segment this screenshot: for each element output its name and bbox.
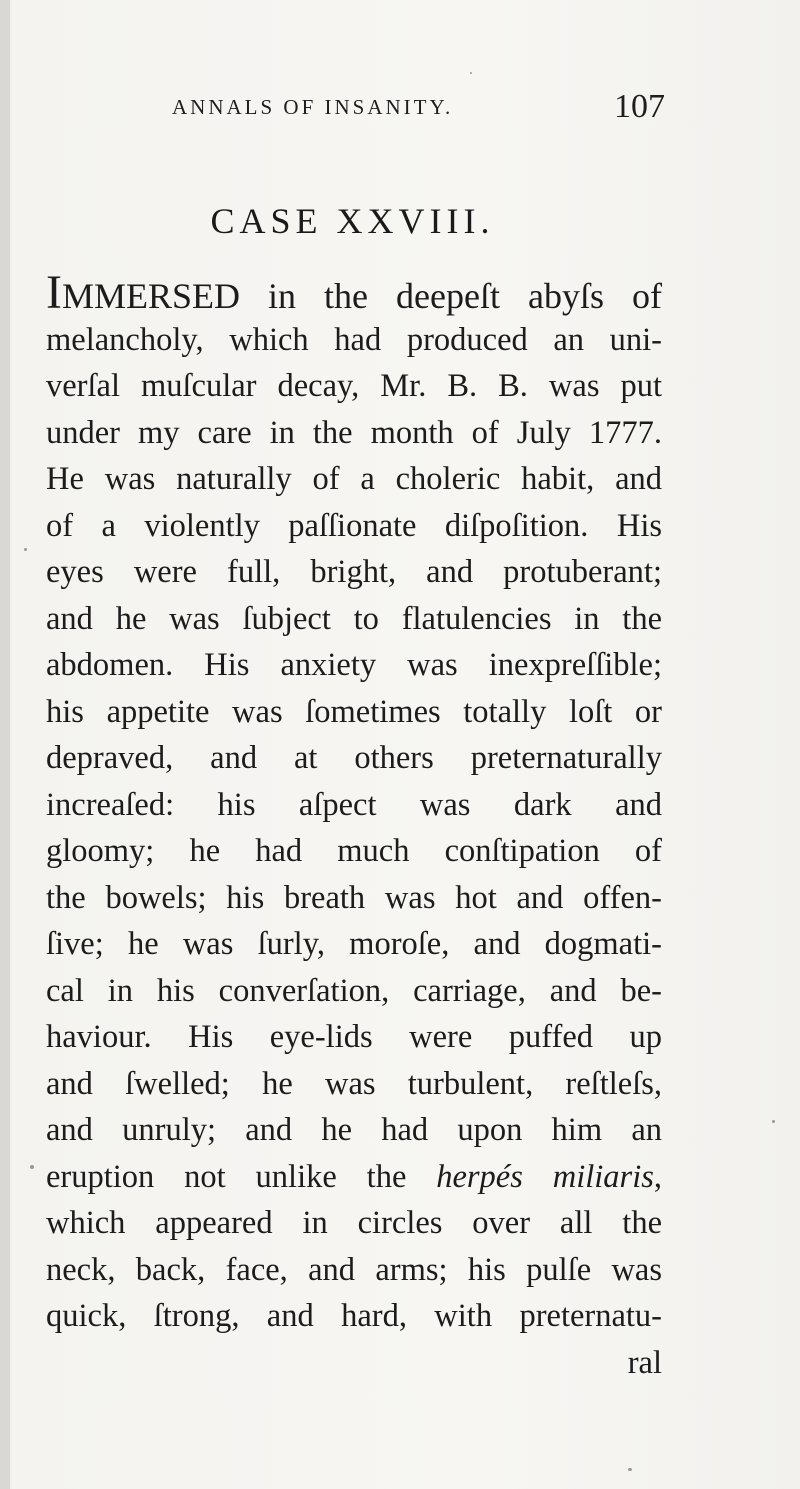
text-line: haviour. His eye-lids were puffed up — [46, 1019, 662, 1055]
italic-term: herpés miliaris — [436, 1158, 654, 1195]
text-line: the bowels; his breath was hot and offen- — [46, 879, 662, 916]
body-text — [46, 266, 663, 1386]
text-line: and ſwelled; he was turbulent, reſtleſs, — [46, 1065, 662, 1102]
paper-speck — [24, 548, 27, 551]
text-line: verſal muſcular decay, Mr. B. B. was put — [46, 368, 662, 404]
text-line: neck, back, face, and arms; his pulſe was — [46, 1251, 662, 1288]
text-line: increaſed: his aſpect was dark and — [46, 786, 662, 823]
text-line: which appeared in circles over all the — [46, 1205, 662, 1241]
paper-speck — [30, 1165, 34, 1169]
text-line-1 — [46, 266, 662, 319]
text-line: ſive; he was ſurly, moroſe, and dogmati- — [46, 926, 662, 962]
text-line: quick, ſtrong, and hard, with preternatu- — [46, 1298, 662, 1334]
text-line: and he was ſubject to flatulencies in the — [46, 600, 662, 637]
running-title: ANNALS OF INSANITY. — [172, 95, 454, 119]
text-line-20-before: eruption not unlike the — [46, 1158, 437, 1195]
text-line-1-rest: in the deepeſt abyſs of — [240, 276, 662, 316]
text-line: He was naturally of a choleric habit, and — [46, 461, 662, 497]
text-line: of a violently paſſionate diſpoſition. His — [46, 507, 662, 544]
text-line: cal in his converſation, carriage, and be- — [46, 972, 662, 1009]
text-line: eyes were full, bright, and protuberant; — [46, 554, 662, 590]
text-line: abdomen. His anxiety was inexpreſſible; — [46, 647, 662, 683]
case-heading: CASE XXVIII. — [210, 201, 495, 241]
paper-speck — [628, 1468, 632, 1471]
text-line-20-after: , — [653, 1158, 663, 1195]
text-line: depraved, and at others preternaturally — [46, 740, 662, 776]
text-line: his appetite was ſometimes totally loſt or — [46, 693, 662, 730]
drop-cap: I — [46, 266, 62, 319]
text-line: and unruly; and he had upon him an — [46, 1112, 662, 1148]
paper-speck — [772, 1120, 775, 1123]
small-caps-word: MMERSED — [61, 276, 241, 316]
paper-speck — [470, 72, 472, 74]
page-number: 107 — [614, 88, 665, 125]
catchword: ral — [627, 1344, 662, 1381]
text-line: under my care in the month of July 1777. — [46, 414, 662, 451]
text-line-20 — [46, 1154, 662, 1201]
text-line: gloomy; he had much conſtipation of — [46, 833, 662, 869]
running-head — [172, 88, 672, 128]
text-line: melancholy, which had produced an uni- — [46, 321, 662, 358]
